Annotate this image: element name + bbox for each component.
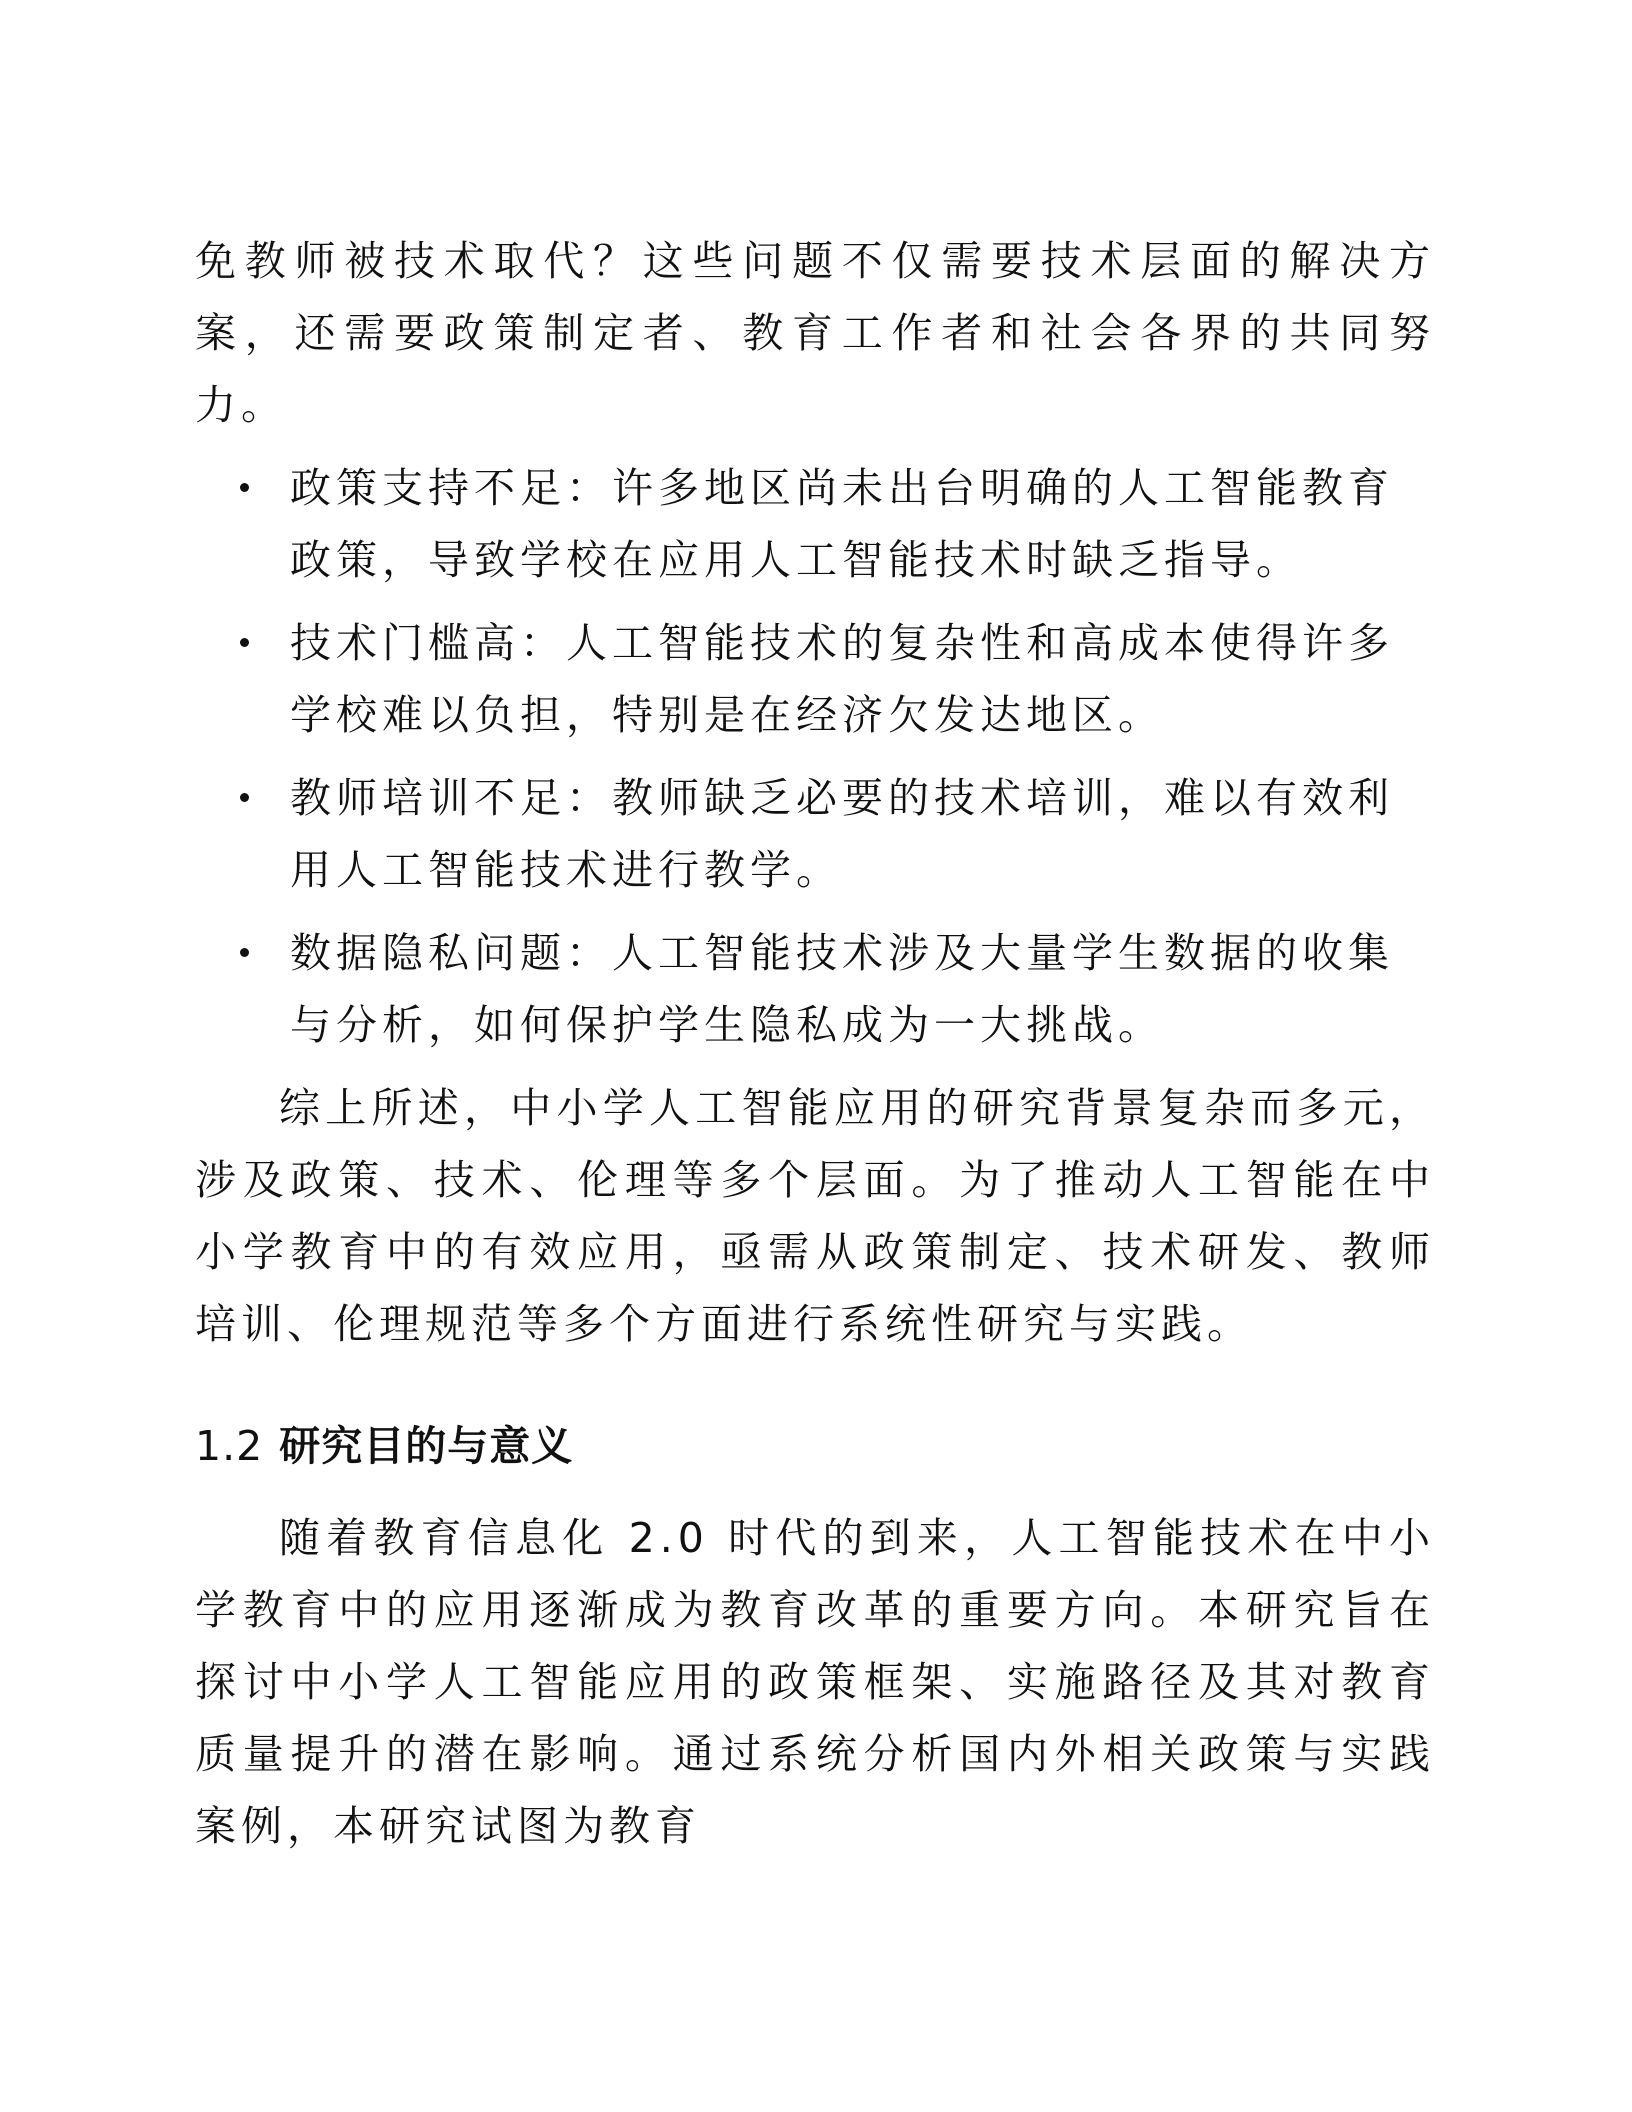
list-item	[195, 917, 1435, 1061]
summary-paragraph: 综上所述，中小学人工智能应用的研究背景复杂而多元，涉及政策、技术、伦理等多个层面。为了推动人工智能在中小学教育中的有效应用，亟需从政策制定、技术研发、教师培训、伦理规范等多个方面进行系统性研究与实践。	[195, 1084, 1435, 1348]
list-item-text: 政策支持不足：许多地区尚未出台明确的人工智能教育政策，导致学校在应用人工智能技术时缺乏指导。	[290, 464, 1394, 584]
challenge-list	[195, 452, 1435, 1061]
section-title: 研究目的与意义	[279, 1422, 574, 1470]
list-item-text: 教师培训不足：教师缺乏必要的技术培训，难以有效利用人工智能技术进行教学。	[290, 774, 1394, 894]
bullet-dot-icon	[240, 948, 249, 957]
list-item	[195, 762, 1435, 906]
bullet-dot-icon	[240, 638, 249, 647]
section-number: 1.2	[195, 1422, 264, 1470]
intro-paragraph: 免教师被技术取代？这些问题不仅需要技术层面的解决方案，还需要政策制定者、教育工作者和社会各界的共同努力。	[195, 237, 1435, 429]
section-heading	[195, 1416, 1435, 1476]
list-item	[195, 607, 1435, 751]
page-content	[195, 225, 1435, 1862]
bullet-dot-icon	[240, 483, 249, 492]
section-paragraph: 随着教育信息化 2.0 时代的到来，人工智能技术在中小学教育中的应用逐渐成为教育改革的重要方向。本研究旨在探讨中小学人工智能应用的政策框架、实施路径及其对教育质量提升的潜在影响。通过系统分析国内外相关政策与实践案例，本研究试图为教育	[195, 1514, 1435, 1850]
bullet-dot-icon	[240, 793, 249, 802]
list-item-text: 数据隐私问题：人工智能技术涉及大量学生数据的收集与分析，如何保护学生隐私成为一大挑战。	[290, 929, 1394, 1049]
list-item-text: 技术门槛高：人工智能技术的复杂性和高成本使得许多学校难以负担，特别是在经济欠发达地区。	[290, 619, 1394, 739]
list-item	[195, 452, 1435, 596]
